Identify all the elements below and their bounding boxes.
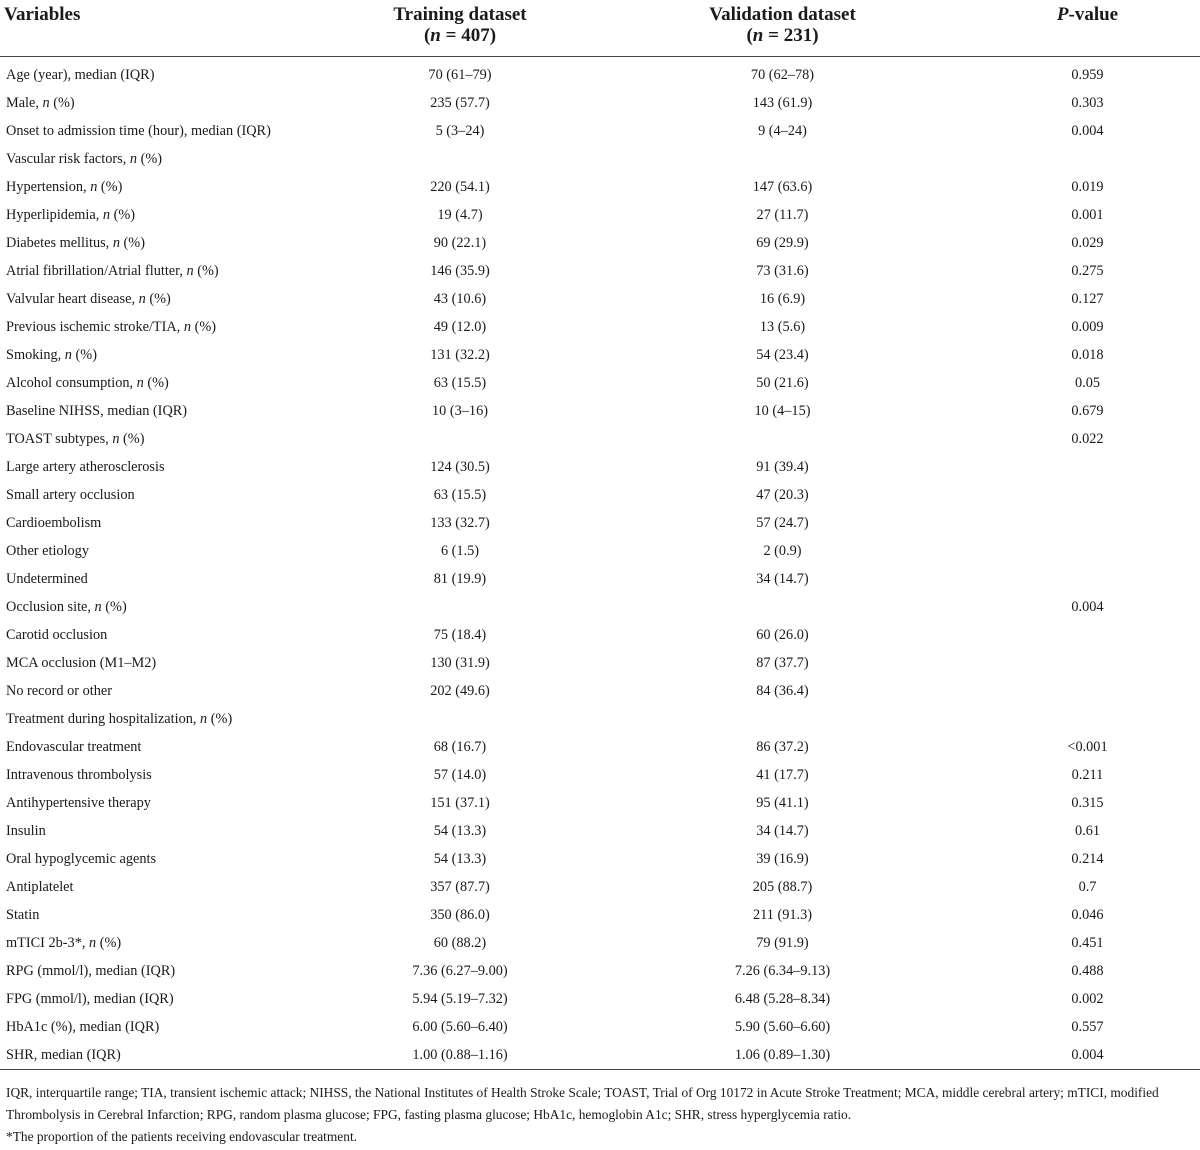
abbreviations-footnote: IQR, interquartile range; TIA, transient ischemic attack; NIHSS, the National Institutes of Health Stroke Scale; TOAST, Trial of Org 10172 in Acute Stroke Treatment; MCA, middle cerebral artery; mTICI, modified Thrombolysis in Cerebral Infarction; RPG, random plasma glucose; FPG, fasting plasma glucose; HbA1c, hemoglobin A1c; SHR, stress hyperglycemia ratio. xyxy=(6,1085,1159,1122)
table-row xyxy=(0,481,1200,509)
p-value xyxy=(975,621,1200,649)
row-variable-label: Oral hypoglycemic agents xyxy=(6,851,157,867)
row-variable-label: Undetermined xyxy=(6,571,88,587)
table-row xyxy=(0,593,1200,621)
training-value: 90 (22.1) xyxy=(433,235,487,251)
training-value: 60 (88.2) xyxy=(433,935,487,951)
row-variable-label: Intravenous thrombolysis xyxy=(6,767,152,783)
table-header xyxy=(0,0,1200,57)
row-variable-label: Occlusion site, n (%) xyxy=(6,599,127,615)
table-row xyxy=(0,257,1200,285)
row-variable-label: Baseline NIHSS, median (IQR) xyxy=(6,403,188,419)
validation-value: 6.48 (5.28–8.34) xyxy=(734,991,831,1007)
table-row xyxy=(0,789,1200,817)
table-row xyxy=(0,425,1200,453)
training-value: 19 (4.7) xyxy=(437,207,483,223)
training-value xyxy=(330,593,590,621)
validation-value: 5.90 (5.60–6.60) xyxy=(734,1019,831,1035)
training-value xyxy=(330,145,590,173)
row-variable-label: HbA1c (%), median (IQR) xyxy=(6,1019,160,1035)
validation-value: 50 (21.6) xyxy=(756,375,809,391)
p-value xyxy=(975,481,1200,509)
table-row xyxy=(0,621,1200,649)
table-row xyxy=(0,397,1200,425)
p-value: 0.004 xyxy=(1071,599,1104,615)
validation-value: 69 (29.9) xyxy=(756,235,809,251)
table-row xyxy=(0,341,1200,369)
row-variable-label: Treatment during hospitalization, n (%) xyxy=(6,711,233,727)
p-value: 0.018 xyxy=(1071,347,1104,363)
training-value: 63 (15.5) xyxy=(433,487,487,503)
validation-value: 9 (4–24) xyxy=(758,123,807,139)
row-variable-label: Endovascular treatment xyxy=(6,739,142,755)
validation-value: 205 (88.7) xyxy=(752,879,813,895)
training-value: 54 (13.3) xyxy=(433,823,487,839)
p-value xyxy=(975,453,1200,481)
p-value xyxy=(975,677,1200,705)
training-value: 57 (14.0) xyxy=(433,767,487,783)
training-value: 131 (32.2) xyxy=(430,347,490,363)
p-value: 0.001 xyxy=(1071,207,1104,223)
row-variable-label: Onset to admission time (hour), median (IQR) xyxy=(6,123,271,139)
row-variable-label: Hypertension, n (%) xyxy=(6,179,123,195)
p-value: 0.05 xyxy=(1074,375,1101,391)
validation-value: 2 (0.9) xyxy=(763,543,802,559)
validation-value: 34 (14.7) xyxy=(756,823,809,839)
p-value: 0.679 xyxy=(1071,403,1104,419)
validation-value xyxy=(590,425,975,453)
validation-value: 70 (62–78) xyxy=(750,67,815,83)
row-variable-label: Valvular heart disease, n (%) xyxy=(6,291,171,307)
p-value: 0.557 xyxy=(1071,1019,1104,1035)
row-variable-label: Carotid occlusion xyxy=(6,627,108,643)
table-row xyxy=(0,705,1200,733)
table-row xyxy=(0,817,1200,845)
row-variable-label: Insulin xyxy=(6,823,46,839)
row-variable-label: Large artery atherosclerosis xyxy=(6,459,165,475)
row-variable-label: SHR, median (IQR) xyxy=(0,1041,330,1070)
table-row xyxy=(0,929,1200,957)
training-value: 7.36 (6.27–9.00) xyxy=(412,963,508,979)
training-value: 10 (3–16) xyxy=(432,403,488,419)
validation-value: 211 (91.3) xyxy=(752,907,813,923)
training-value: 350 (86.0) xyxy=(430,907,490,923)
validation-value: 34 (14.7) xyxy=(756,571,809,587)
p-value: 0.004 xyxy=(1071,123,1104,139)
validation-value: 73 (31.6) xyxy=(756,263,809,279)
table-row xyxy=(0,145,1200,173)
p-value: 0.451 xyxy=(1071,935,1104,951)
row-variable-label: mTICI 2b-3*, n (%) xyxy=(6,935,122,951)
header-row xyxy=(0,0,1200,57)
p-value: 0.959 xyxy=(1071,67,1104,83)
table-row xyxy=(0,369,1200,397)
validation-value: 39 (16.9) xyxy=(756,851,809,867)
training-value xyxy=(330,705,590,733)
table-row xyxy=(0,985,1200,1013)
p-value: 0.019 xyxy=(1071,179,1104,195)
table-row xyxy=(0,845,1200,873)
table-body xyxy=(0,57,1200,1070)
table-row xyxy=(0,117,1200,145)
p-value: 0.002 xyxy=(1071,991,1104,1007)
p-value: <0.001 xyxy=(1067,739,1108,755)
p-value xyxy=(975,509,1200,537)
validation-value: 54 (23.4) xyxy=(756,347,809,363)
p-value: 0.61 xyxy=(1074,823,1101,839)
training-value: 63 (15.5) xyxy=(433,375,487,391)
row-variable-label: No record or other xyxy=(6,683,112,699)
table-row xyxy=(0,453,1200,481)
row-variable-label: FPG (mmol/l), median (IQR) xyxy=(6,991,174,1007)
training-value: 235 (57.7) xyxy=(430,95,490,111)
row-variable-label: Diabetes mellitus, n (%) xyxy=(6,235,145,251)
validation-value: 7.26 (6.34–9.13) xyxy=(734,963,831,979)
asterisk-footnote: *The proportion of the patients receiving endovascular treatment. xyxy=(6,1129,358,1144)
training-value xyxy=(330,425,590,453)
table-footnotes xyxy=(6,1082,1196,1148)
training-value: 151 (37.1) xyxy=(430,795,490,811)
table-row xyxy=(0,1041,1200,1070)
validation-value: 57 (24.7) xyxy=(756,515,809,531)
training-value: 6 (1.5) xyxy=(440,543,480,559)
row-variable-label: Atrial fibrillation/Atrial flutter, n (%) xyxy=(6,263,219,279)
table-row xyxy=(0,873,1200,901)
p-value: 0.315 xyxy=(1071,795,1104,811)
header-training-dataset: Training dataset (n = 407) xyxy=(330,0,590,57)
table-row xyxy=(0,285,1200,313)
p-value: 0.275 xyxy=(1071,263,1104,279)
table-row xyxy=(0,957,1200,985)
validation-value xyxy=(590,593,975,621)
validation-value: 41 (17.7) xyxy=(756,767,809,783)
row-variable-label: Antiplatelet xyxy=(6,879,74,895)
p-value xyxy=(975,705,1200,733)
validation-value: 95 (41.1) xyxy=(756,795,809,811)
training-value: 124 (30.5) xyxy=(430,459,490,475)
validation-value: 1.06 (0.89–1.30) xyxy=(590,1041,975,1070)
training-value: 75 (18.4) xyxy=(433,627,487,643)
validation-value xyxy=(590,705,975,733)
training-value: 54 (13.3) xyxy=(433,851,487,867)
p-value xyxy=(975,649,1200,677)
table-row xyxy=(0,313,1200,341)
training-value: 1.00 (0.88–1.16) xyxy=(330,1041,590,1070)
row-variable-label: Statin xyxy=(6,907,40,923)
validation-value: 87 (37.7) xyxy=(756,655,809,671)
training-value: 202 (49.6) xyxy=(430,683,490,699)
p-value: 0.211 xyxy=(1071,767,1104,783)
validation-value: 13 (5.6) xyxy=(759,319,806,335)
validation-value: 79 (91.9) xyxy=(756,935,809,951)
row-variable-label: Male, n (%) xyxy=(6,95,75,111)
training-value: 70 (61–79) xyxy=(428,67,492,83)
row-variable-label: Small artery occlusion xyxy=(6,487,135,503)
row-variable-label: RPG (mmol/l), median (IQR) xyxy=(6,963,176,979)
validation-value: 91 (39.4) xyxy=(756,459,809,475)
row-variable-label: Antihypertensive therapy xyxy=(6,795,151,811)
row-variable-label: Other etiology xyxy=(6,543,89,559)
table-row xyxy=(0,677,1200,705)
validation-value: 27 (11.7) xyxy=(756,207,809,223)
row-variable-label: MCA occlusion (M1–M2) xyxy=(6,655,157,671)
row-variable-label: Previous ischemic stroke/TIA, n (%) xyxy=(6,319,217,335)
training-value: 43 (10.6) xyxy=(433,291,487,307)
p-value: 0.488 xyxy=(1071,963,1104,979)
validation-value: 147 (63.6) xyxy=(752,179,813,195)
row-variable-label: Age (year), median (IQR) xyxy=(6,67,155,83)
p-value: 0.022 xyxy=(1071,431,1104,447)
training-value: 68 (16.7) xyxy=(433,739,487,755)
p-value: 0.009 xyxy=(1071,319,1104,335)
training-value: 146 (35.9) xyxy=(430,263,490,279)
table-row xyxy=(0,201,1200,229)
validation-value: 143 (61.9) xyxy=(752,95,813,111)
table-row xyxy=(0,537,1200,565)
p-value: 0.046 xyxy=(1071,907,1104,923)
p-value: 0.127 xyxy=(1071,291,1104,307)
training-value: 49 (12.0) xyxy=(433,319,487,335)
header-p-value: P-value xyxy=(975,0,1200,57)
training-value: 5 (3–24) xyxy=(435,123,485,139)
validation-value: 84 (36.4) xyxy=(756,683,809,699)
table-row xyxy=(0,89,1200,117)
training-value: 130 (31.9) xyxy=(430,655,490,671)
table-row xyxy=(0,509,1200,537)
table-row xyxy=(0,649,1200,677)
validation-value: 47 (20.3) xyxy=(756,487,809,503)
p-value xyxy=(975,537,1200,565)
table-row xyxy=(0,173,1200,201)
p-value: 0.004 xyxy=(975,1041,1200,1070)
row-variable-label: TOAST subtypes, n (%) xyxy=(6,431,145,447)
table-row xyxy=(0,565,1200,593)
training-value: 133 (32.7) xyxy=(430,515,490,531)
row-variable-label: Vascular risk factors, n (%) xyxy=(6,151,163,167)
training-value: 220 (54.1) xyxy=(430,179,490,195)
row-variable-label: Alcohol consumption, n (%) xyxy=(6,375,169,391)
training-value: 5.94 (5.19–7.32) xyxy=(412,991,508,1007)
training-value: 6.00 (5.60–6.40) xyxy=(412,1019,508,1035)
table-row xyxy=(0,57,1200,90)
table-row xyxy=(0,229,1200,257)
table-row xyxy=(0,761,1200,789)
p-value: 0.029 xyxy=(1071,235,1104,251)
p-value xyxy=(975,565,1200,593)
training-value: 81 (19.9) xyxy=(433,571,487,587)
p-value: 0.7 xyxy=(1078,879,1097,895)
validation-value: 60 (26.0) xyxy=(756,627,809,643)
table-row xyxy=(0,733,1200,761)
table-row xyxy=(0,1013,1200,1041)
validation-value xyxy=(590,145,975,173)
training-value: 357 (87.7) xyxy=(430,879,490,895)
row-variable-label: Smoking, n (%) xyxy=(6,347,97,363)
row-variable-label: Cardioembolism xyxy=(6,515,102,531)
p-value xyxy=(975,145,1200,173)
p-value: 0.214 xyxy=(1071,851,1104,867)
p-value: 0.303 xyxy=(1071,95,1104,111)
validation-value: 10 (4–15) xyxy=(754,403,811,419)
header-variables: Variables xyxy=(0,0,330,57)
validation-value: 16 (6.9) xyxy=(759,291,806,307)
table-row xyxy=(0,901,1200,929)
header-validation-dataset: Validation dataset (n = 231) xyxy=(590,0,975,57)
validation-value: 86 (37.2) xyxy=(756,739,809,755)
row-variable-label: Hyperlipidemia, n (%) xyxy=(6,207,136,223)
